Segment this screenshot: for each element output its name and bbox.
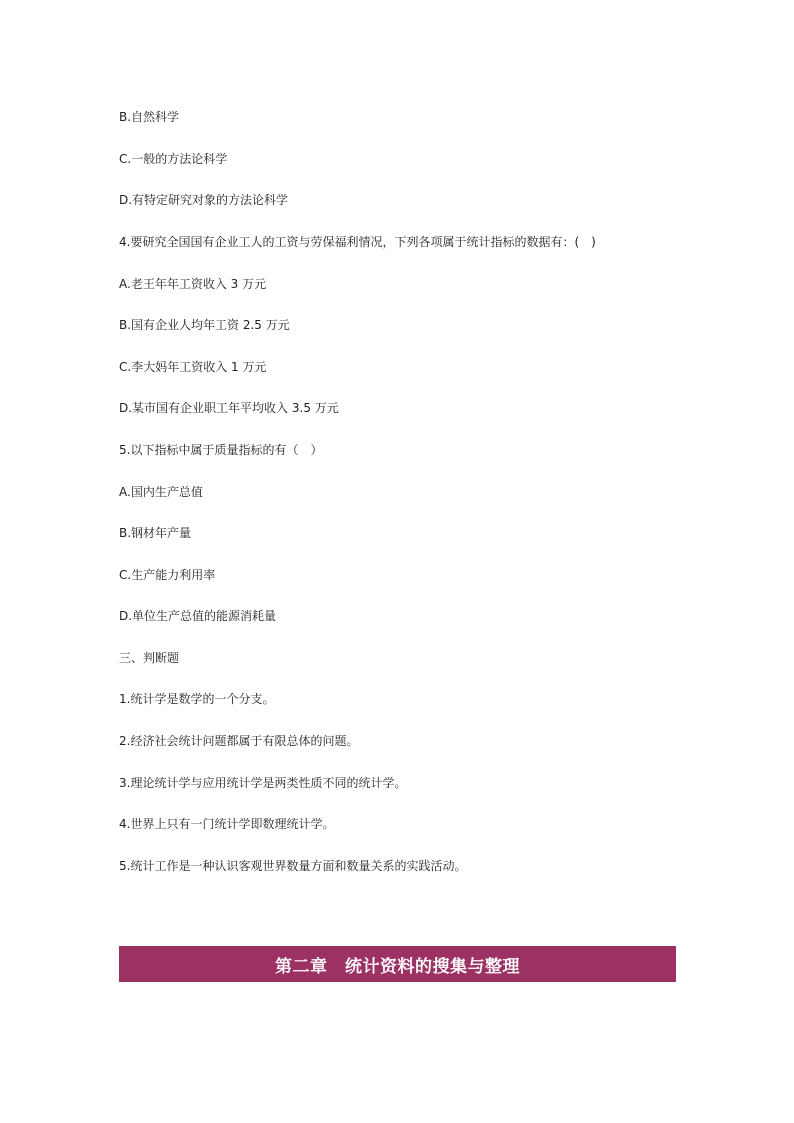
true-false-item-4: 4.世界上只有一门统计学即数理统计学。: [119, 817, 335, 831]
question-4-option-c: C.李大妈年工资收入 1 万元: [119, 360, 267, 374]
question-4-option-d: D.某市国有企业职工年平均收入 3.5 万元: [119, 401, 339, 415]
question-5: 5.以下指标中属于质量指标的有（ ）: [119, 443, 323, 457]
question-5-option-a: A.国内生产总值: [119, 485, 203, 499]
question-5-option-d: D.单位生产总值的能源消耗量: [119, 609, 277, 623]
option-b-natural-science: B.自然科学: [119, 110, 180, 124]
question-4-option-b: B.国有企业人均年工资 2.5 万元: [119, 318, 290, 332]
section-heading-true-false: 三、判断题: [119, 651, 180, 665]
question-4-option-a: A.老王年年工资收入 3 万元: [119, 277, 267, 291]
option-c-general-methodology: C.一般的方法论科学: [119, 152, 228, 166]
chapter-title: 第二章 统计资料的搜集与整理: [275, 956, 520, 977]
question-5-option-c: C.生产能力利用率: [119, 568, 216, 582]
option-d-specific-methodology: D.有特定研究对象的方法论科学: [119, 193, 289, 207]
true-false-item-2: 2.经济社会统计问题都属于有限总体的问题。: [119, 734, 359, 748]
chapter-banner: [119, 946, 676, 982]
true-false-item-1: 1.统计学是数学的一个分支。: [119, 692, 275, 706]
question-4: 4.要研究全国国有企业工人的工资与劳保福利情况，下列各项属于统计指标的数据有：( ): [119, 235, 596, 249]
true-false-item-5: 5.统计工作是一种认识客观世界数量方面和数量关系的实践活动。: [119, 859, 467, 873]
question-5-option-b: B.钢材年产量: [119, 526, 192, 540]
true-false-item-3: 3.理论统计学与应用统计学是两类性质不同的统计学。: [119, 776, 407, 790]
